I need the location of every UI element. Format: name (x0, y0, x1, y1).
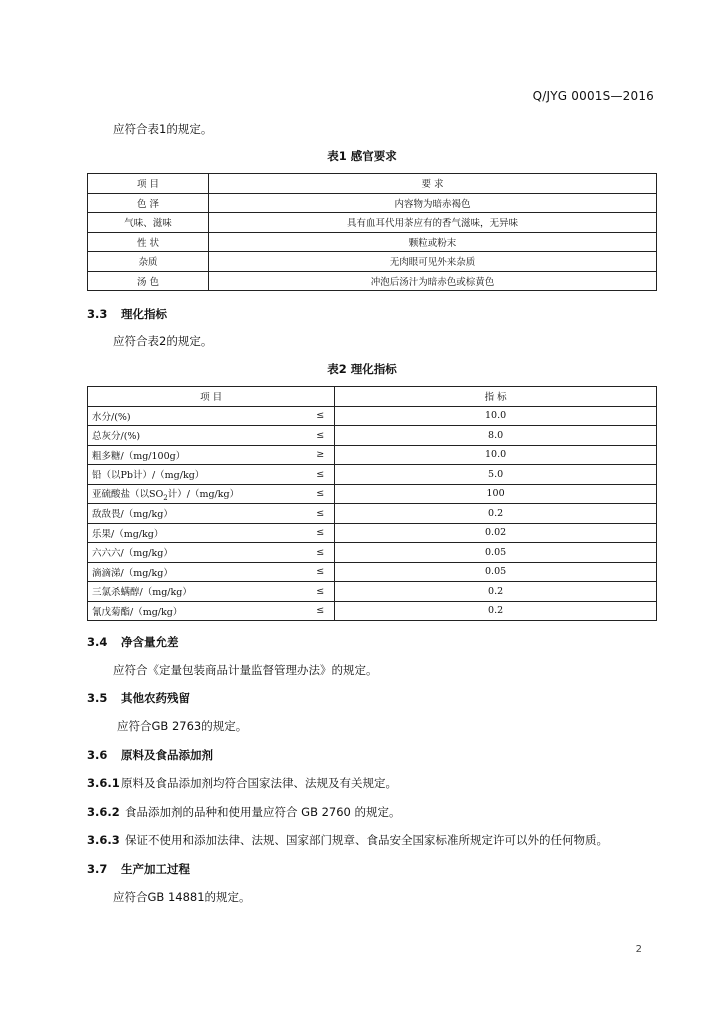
table-row (88, 426, 657, 446)
table-header-cell: 项 目 (88, 174, 209, 194)
indicator-value: 5.0 (335, 465, 657, 485)
indicator-value: 8.0 (335, 426, 657, 446)
section-number: 3.5 (87, 691, 108, 705)
indicator-name: 三氯杀螨醇/（mg/kg） (88, 582, 293, 602)
indicator-value: 0.2 (335, 582, 657, 602)
indicator-name: 氰戊菊酯/（mg/kg） (88, 601, 293, 621)
section-3-6-heading (87, 747, 213, 763)
section-number: 3.6.1 (87, 776, 120, 790)
indicator-value: 100 (335, 484, 657, 504)
section-3-7-text: 应符合GB 14881的规定。 (113, 890, 251, 904)
comparison-operator: ≥ (293, 445, 335, 465)
comparison-operator: ≤ (293, 582, 335, 602)
section-title: 其他农药残留 (121, 691, 190, 705)
table-row (88, 271, 657, 291)
indicator-value: 0.2 (335, 504, 657, 524)
section-title: 理化指标 (121, 307, 167, 321)
comparison-operator: ≤ (293, 426, 335, 446)
section-number: 3.6.3 (87, 833, 120, 847)
section-3-4-text: 应符合《定量包装商品计量监督管理办法》的规定。 (113, 663, 378, 677)
table-cell-item: 杂质 (88, 252, 209, 272)
table-cell-requirement: 颗粒或粉末 (209, 232, 657, 252)
section-3-6-1 (87, 775, 397, 791)
table-row (88, 523, 657, 543)
comparison-operator: ≤ (293, 543, 335, 563)
table-header-cell: 指 标 (335, 387, 657, 407)
section-3-4-heading (87, 634, 179, 650)
indicator-name: 乐果/（mg/kg） (88, 523, 293, 543)
indicator-name-part: 计）/（mg/kg） (167, 488, 240, 500)
indicator-name: 总灰分/(%) (88, 426, 293, 446)
comparison-operator: ≤ (293, 406, 335, 426)
table-row (88, 213, 657, 233)
table-cell-requirement: 内容物为暗赤褐色 (209, 193, 657, 213)
physicochemical-indicators-table (87, 386, 657, 621)
section-3-3-heading (87, 306, 167, 322)
table-cell-item: 汤 色 (88, 271, 209, 291)
section-number: 3.6 (87, 748, 108, 762)
table-header-row (88, 174, 657, 194)
indicator-name: 敌敌畏/（mg/kg） (88, 504, 293, 524)
table1-title: 表1 感官要求 (327, 149, 397, 163)
indicator-name (88, 484, 293, 504)
table-row (88, 484, 657, 504)
table-cell-requirement: 具有血耳代用茶应有的香气滋味，无异味 (209, 213, 657, 233)
section-number: 3.6.2 (87, 805, 120, 819)
indicator-name: 六六六/（mg/kg） (88, 543, 293, 563)
section-title: 原料及食品添加剂 (121, 748, 213, 762)
intro-paragraph: 应符合表1的规定。 (113, 122, 213, 136)
table-row (88, 445, 657, 465)
table-cell-requirement: 冲泡后汤汁为暗赤色或棕黄色 (209, 271, 657, 291)
indicator-name: 水分/(%) (88, 406, 293, 426)
table-header-cell: 要 求 (209, 174, 657, 194)
table-cell-item: 色 泽 (88, 193, 209, 213)
table-row (88, 601, 657, 621)
section-title: 净含量允差 (121, 635, 179, 649)
indicator-name: 铅（以Pb计）/（mg/kg） (88, 465, 293, 485)
page-number: 2 (635, 944, 642, 955)
indicator-value: 0.05 (335, 543, 657, 563)
comparison-operator: ≤ (293, 465, 335, 485)
table-row (88, 193, 657, 213)
section-3-6-3 (87, 832, 608, 848)
section-number: 3.4 (87, 635, 108, 649)
indicator-name-part: 亚硫酸盐（以SO (92, 488, 164, 500)
section-title: 生产加工过程 (121, 862, 190, 876)
section-text: 食品添加剂的品种和使用量应符合 GB 2760 的规定。 (125, 805, 401, 819)
table-row (88, 543, 657, 563)
subscript: 2 (163, 493, 168, 502)
indicator-name: 粗多糖/（mg/100g） (88, 445, 293, 465)
indicator-value: 0.05 (335, 562, 657, 582)
comparison-operator: ≤ (293, 523, 335, 543)
indicator-value: 0.2 (335, 601, 657, 621)
section-3-5-heading (87, 690, 190, 706)
section-text: 原料及食品添加剂均符合国家法律、法规及有关规定。 (121, 776, 397, 790)
comparison-operator: ≤ (293, 562, 335, 582)
section-3-7-heading (87, 861, 190, 877)
section-text: 保证不使用和添加法律、法规、国家部门规章、食品安全国家标准所规定许可以外的任何物质。 (125, 833, 608, 847)
indicator-name: 滴滴涕/（mg/kg） (88, 562, 293, 582)
table-row (88, 406, 657, 426)
table2-title: 表2 理化指标 (327, 362, 397, 376)
table-cell-item: 气味、滋味 (88, 213, 209, 233)
table-row (88, 465, 657, 485)
page-header-doc-code: Q/JYG 0001S—2016 (532, 89, 654, 103)
indicator-value: 10.0 (335, 406, 657, 426)
comparison-operator: ≤ (293, 484, 335, 504)
indicator-value: 0.02 (335, 523, 657, 543)
comparison-operator: ≤ (293, 601, 335, 621)
sensory-requirements-table (87, 173, 657, 291)
table-row (88, 504, 657, 524)
comparison-operator: ≤ (293, 504, 335, 524)
table-header-row (88, 387, 657, 407)
section-3-5-text: 应符合GB 2763的规定。 (117, 719, 248, 733)
table-row (88, 232, 657, 252)
section-3-6-2 (87, 804, 401, 820)
section-number: 3.3 (87, 307, 108, 321)
table-row (88, 582, 657, 602)
table-cell-requirement: 无肉眼可见外来杂质 (209, 252, 657, 272)
indicator-value: 10.0 (335, 445, 657, 465)
table-header-cell: 项 目 (88, 387, 335, 407)
section-3-3-text: 应符合表2的规定。 (113, 334, 213, 348)
table-row (88, 562, 657, 582)
table-row (88, 252, 657, 272)
section-number: 3.7 (87, 862, 108, 876)
table-cell-item: 性 状 (88, 232, 209, 252)
